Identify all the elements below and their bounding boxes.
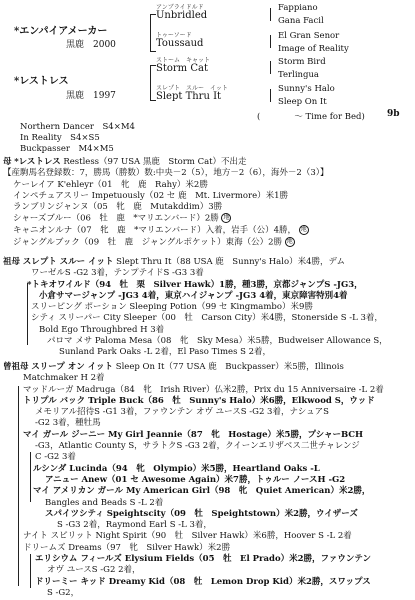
inbreeding-3: Buckpasser M4×M5 [20,144,114,154]
dam-meta: 黒鹿 1997 [66,91,116,101]
dam-section [3,157,328,249]
ss-name: Unbridled [156,10,208,21]
great-granddam-header: 曾祖母 スリープ オン イット Sleep On It（77 USA 鹿 Buckpasser）米5勝，Illinois [3,362,344,372]
dd-kana: スレプト スルー イット [156,85,228,92]
dam-header: 母 *レストレス Restless（97 USA 黒鹿 Storm Cat）不出走 [3,157,247,167]
list-item: 小倉サマージャンプ -JG3 4着，東京ハイジャンプ -JG3 4着，東京障害特別4着 [39,290,348,301]
list-item: S -G3 2着，Raymond Earl S -L 3着， [57,520,212,531]
g3-8: Sleep On It [278,97,327,107]
list-item: Sunland Park Oaks -L 2着，El Paso Times S 2着， [59,347,272,358]
list-item: シャーズブルー（06 牡 鹿 *マリエンバード）2勝 地 [13,213,230,224]
granddam-header: 祖母 スレプト スルー イット Slept Thru It（88 USA 鹿 Sunny's Halo）米4勝，デム [3,257,346,267]
g3-7: Sunny's Halo [278,84,335,94]
inbreeding-1: Northern Dancer S4×M4 [20,122,135,132]
dam-record: 【産駒馬名登録数：7，勝馬（勝数）数:中央－2（5），地方－2（6），海外－2（3）】 [3,168,329,179]
family-number: 9b [387,109,400,119]
pedigree-footnote: ( 〜 Time for Bed) [257,112,365,122]
list-item: アニュー Anew（01 セ Awesome Again）米7勝，トゥルー ノースH -G2 [45,474,346,485]
list-item: C -G2 3着 [35,452,76,463]
list-item: パロマ メサ Paloma Mesa（08 牝 Sky Mesa）米5勝，Budweiser Allowance S， [47,336,388,347]
list-item: Bold Ego Throughbred H 3着 [39,324,165,335]
list-item: マイ ガール ジーニー My Girl Jeannie（87 牝 Hostage）米5勝，プシャーBCH [23,429,364,440]
list-item: ワーゼルS -G2 3着，テンプテイドS -G3 3着 [31,268,204,279]
ss-kana: アンブライドルド [156,4,204,11]
list-item: インペチュアスリー Impetuously（02 セ 鹿 Mt. Livermore）米1勝 [13,190,289,201]
list-item: キャニオンルナ（07 牝 鹿 *マリエンバード）入着，岩手（公）4勝， 地 [13,225,307,236]
great-granddam-section [3,362,384,599]
list-item: ランブリンジャンヌ（05 牝 鹿 Mutakddim）3勝 [13,202,223,213]
list-item: Bangles and Beads S -L 2着 [45,497,164,508]
list-item: メモリアル招待S -G1 3着，ファウンテン オヴ ユースS -G2 3着，ナシュアS [35,407,329,418]
list-item: *トキオワイルド（94 牡 栗 Silver Hawk）1勝，種3勝，京都ジャンプS -JG3， [27,279,363,290]
list-item: -G3，Atlantic County S，サラトクS -G3 2着，クイーンエリザベス二世チャレンジ [35,441,360,452]
list-item: -G2 3着，種牡馬 [35,418,101,429]
list-item: S -G2， [47,587,80,598]
list-item: マイ アメリカン ガール My American Girl（98 牝 Quiet American）米2勝， [33,486,371,497]
sd-name: Toussaud [156,38,204,49]
list-item: トリプル バック Triple Buck（86 牡 Sunny's Halo）米6勝，Elkwood S，ウッド [23,395,375,406]
ds-kana: ストーム キャット [156,57,211,64]
sire-meta: 黒鹿 2000 [66,40,116,50]
list-item: スリーピング ポーション Sleeping Potion（99 セ Kingmambo）米9勝 [31,302,313,313]
granddam-section [3,257,388,359]
g3-5: Storm Bird [278,57,326,67]
list-item: ケーレイア K'ehleyr（01 牝 鹿 Rahy）米2勝 [13,179,208,190]
list-item: マッドルーガ Madruga（84 牝 Irish River）仏米2勝，Prix du 15 Anniversaire -L 2着 [23,384,384,395]
list-item: エリシウム フィールズ Elysium Fields（05 牡 El Prado）米2勝，ファウンテン [35,554,371,565]
list-item: ナイト スピリット Night Spirit（90 牡 Silver Hawk）米6勝，Hoover S -L 2着 [23,531,352,542]
ds-name: Storm Cat [156,63,208,74]
list-item: オヴ ユースS -G2 2着， [47,565,141,576]
sire-bracket [150,14,151,51]
list-item: Matchmaker H 2着 [23,373,105,384]
g3-6: Terlingua [278,70,319,80]
local-badge: 地 [223,214,230,222]
list-item: スパイツシティ Speightscity（09 牡 Speightstown）米2勝，ウイザーズ [45,508,358,519]
sd-kana: トゥーソード [156,32,192,39]
list-item: ルシンダ Lucinda（94 牝 Olympio）米5勝，Heartland Oaks -L [33,463,320,474]
g3-3: El Gran Senor [278,31,340,41]
inbreeding-2: In Reality S4×S5 [20,133,100,143]
g3-1: Fappiano [278,3,318,13]
list-item: ジャングルブック（09 牡 鹿 ジャングルポケット）東海（公）2勝 地 [13,237,293,248]
g3-2: Gana Facil [278,16,324,26]
list-item: ドリームズ Dreams（97 牝 Silver Hawk）米2勝 [23,542,231,553]
g3-4: Image of Reality [278,44,349,54]
dam-name: *レストレス [14,76,69,87]
local-badge: 地 [300,226,307,234]
dd-name: Slept Thru It [156,91,222,102]
dam-bracket [150,65,151,100]
list-item: ドリーミー キッド Dreamy Kid（08 牡 Lemon Drop Kid）米2勝，スワップス [35,576,371,587]
local-badge: 地 [286,238,293,246]
sire-name: *エンパイアメーカー [14,26,108,37]
list-item: シティ スリーパー City Sleeper（00 牡 Carson City）米4勝，Stonerside S -L 3着， [31,313,383,324]
